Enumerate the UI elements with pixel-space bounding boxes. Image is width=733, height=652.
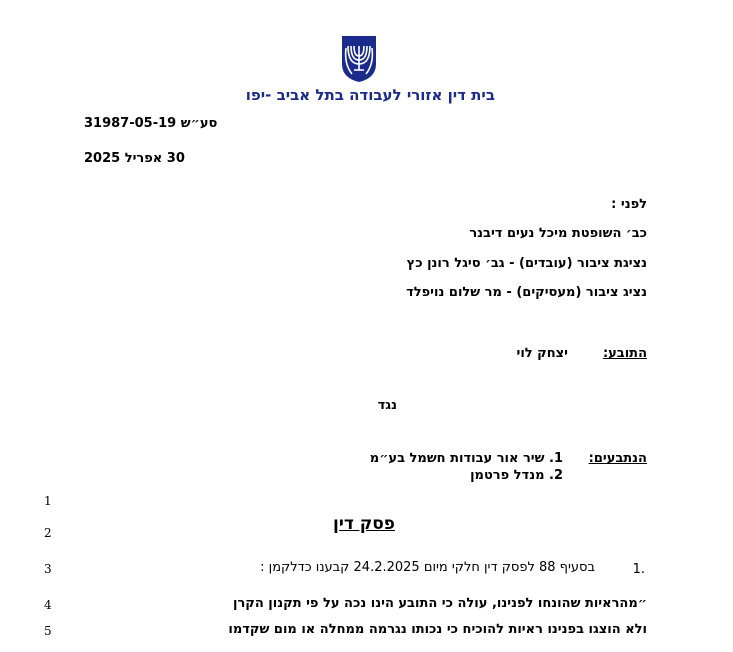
quote-line-1: ״מהראיות שהונחו לפנינו, עולה כי התובע הינו נכה על פי תקנון הקרן [232,596,647,611]
state-emblem-icon [338,34,380,84]
defendants-label: הנתבעים: [588,451,647,466]
paragraph-number: 1. [632,562,645,577]
paragraph-text: בסעיף 88 לפסק דין חלקי מיום 24.2.2025 קבענו כדלקמן : [260,560,595,575]
versus-label: נגד [377,398,397,413]
line-number: 3 [44,562,52,576]
line-number: 4 [44,598,52,612]
judge-name: כב׳ השופטת מיכל נעים דיבנר [469,226,647,241]
public-rep-employers: נציג ציבור (מעסיקים) - מר שלום נויפלד [406,285,647,300]
plaintiff-name: יצחק לוי [516,346,568,361]
line-number: 1 [44,494,52,508]
plaintiff-label: התובע: [602,346,647,361]
defendant-1: 1. שיר אור עבודות חשמל בע״מ [369,451,563,466]
line-number: 5 [44,624,52,638]
quote-line-2: ולא הוצגו בפנינו ראיות להוכיח כי נכותו נגרמה ממחלה או מום שקדמו [228,622,647,637]
defendant-2: 2. מנדל פרטמן [470,468,563,483]
court-name: בית דין אזורי לעבודה בתל אביב -יפו [245,86,495,104]
case-number: סע״ש 31987-05-19 [84,116,218,131]
line-number: 2 [44,526,52,540]
before-label: לפני : [611,197,647,212]
verdict-title: פסק דין [332,514,395,534]
document-date: 30 אפריל 2025 [84,151,185,166]
public-rep-workers: נציגת ציבור (עובדים) - גב׳ סיגל רונן כץ [406,256,647,271]
